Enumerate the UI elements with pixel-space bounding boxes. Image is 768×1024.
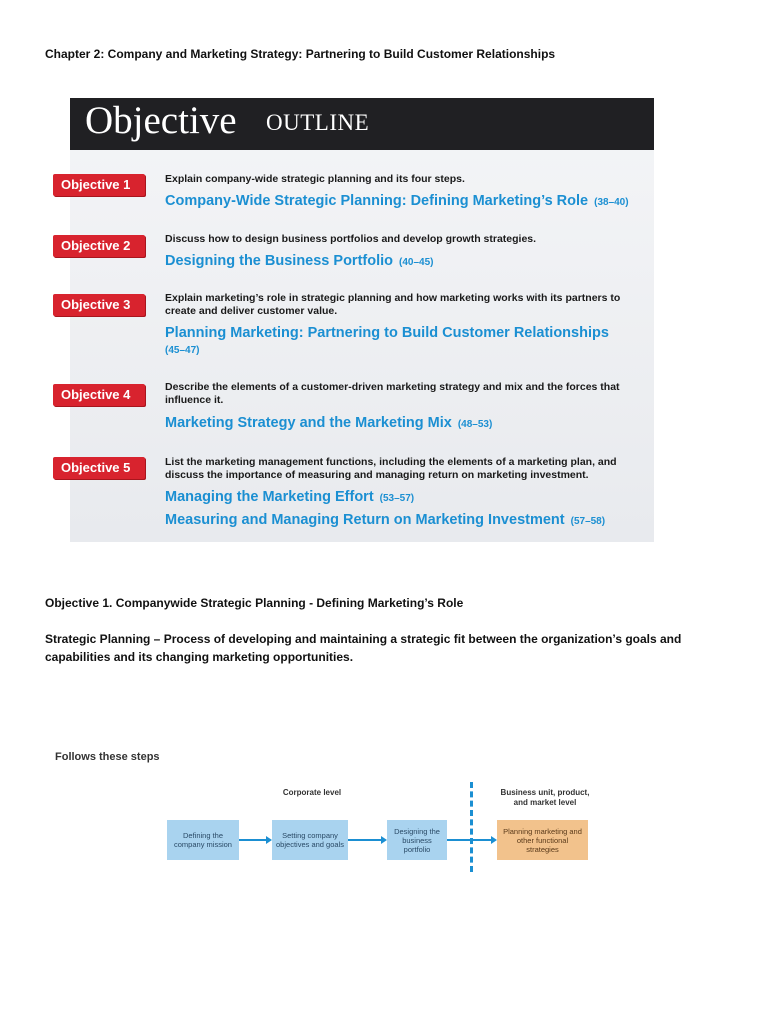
objective-5-topic-a	[165, 488, 647, 508]
objective-4-topic	[165, 414, 647, 434]
step-design-portfolio: Designing the business portfolio	[387, 820, 447, 860]
arrow-2	[348, 836, 387, 844]
outline-title-objective: Objective	[85, 99, 237, 142]
level-divider	[470, 782, 473, 872]
objective-1-topic	[165, 192, 647, 212]
objective-3-badge: Objective 3	[53, 294, 145, 316]
arrow-1	[239, 836, 272, 844]
step-set-objectives: Setting company objectives and goals	[272, 820, 348, 860]
section-heading: Objective 1. Companywide Strategic Planning - Defining Marketing’s Role	[45, 596, 464, 610]
outline-title-outline: OUTLINE	[266, 110, 370, 135]
objective-4-topic-title: Marketing Strategy and the Marketing Mix	[165, 415, 452, 431]
objective-2-topic-pages: (40–45)	[399, 257, 434, 268]
objective-1-badge: Objective 1	[53, 174, 145, 196]
business-level-label: Business unit, product, and market level	[500, 788, 590, 807]
objective-1-topic-title: Company-Wide Strategic Planning: Defining Marketing’s Role	[165, 193, 589, 209]
objective-1-description: Explain company-wide strategic planning and its four steps.	[165, 173, 465, 185]
objective-3-topic: Planning Marketing: Partnering to Build Customer Relationships	[165, 325, 609, 341]
step-define-mission: Defining the company mission	[167, 820, 239, 860]
objective-3-description: Explain marketing’s role in strategic planning and how marketing works with its partners to create and deliver customer value.	[165, 292, 621, 317]
document-heading: Chapter 2: Company and Marketing Strategy: Partnering to Build Customer Relationships	[45, 47, 556, 61]
objective-5-topic-b-pages: (57–58)	[570, 516, 606, 527]
strategic-planning-definition: Strategic Planning – Process of developing and maintaining a strategic fit between the organization’s goals and capabilities and its changing marketing opportunities.	[45, 632, 682, 664]
steps-title: Follows these steps	[55, 751, 160, 763]
objective-4-description: Describe the elements of a customer-driven marketing strategy and mix and the forces that influence it.	[165, 381, 620, 406]
objective-4-topic-pages: (48–53)	[457, 419, 493, 430]
objective-3-topic-pages: (45–47)	[165, 345, 200, 356]
objective-5-topic-b	[165, 511, 647, 531]
objective-4-badge: Objective 4	[53, 384, 145, 406]
objective-5-topic-b-title: Measuring and Managing Return on Marketing Investment	[165, 512, 565, 528]
objective-5-topic-a-pages: (53–57)	[379, 493, 415, 504]
objective-2-topic	[165, 252, 647, 272]
objective-2-topic-title: Designing the Business Portfolio	[165, 253, 393, 269]
step-plan-marketing: Planning marketing and other functional strategies	[497, 820, 588, 860]
objective-1-topic-pages: (38–40)	[594, 197, 629, 208]
objective-5-badge: Objective 5	[53, 457, 145, 479]
outline-header	[70, 98, 654, 150]
objective-2-badge: Objective 2	[53, 235, 145, 257]
objective-5-topic-a-title: Managing the Marketing Effort	[165, 489, 374, 505]
objective-5-description: List the marketing management functions, including the elements of a marketing plan, and discuss the importance of measuring and managing return on marketing investment.	[165, 456, 617, 481]
objective-2-description: Discuss how to design business portfolios and develop growth strategies.	[165, 233, 537, 245]
corporate-level-label: Corporate level	[282, 788, 342, 797]
